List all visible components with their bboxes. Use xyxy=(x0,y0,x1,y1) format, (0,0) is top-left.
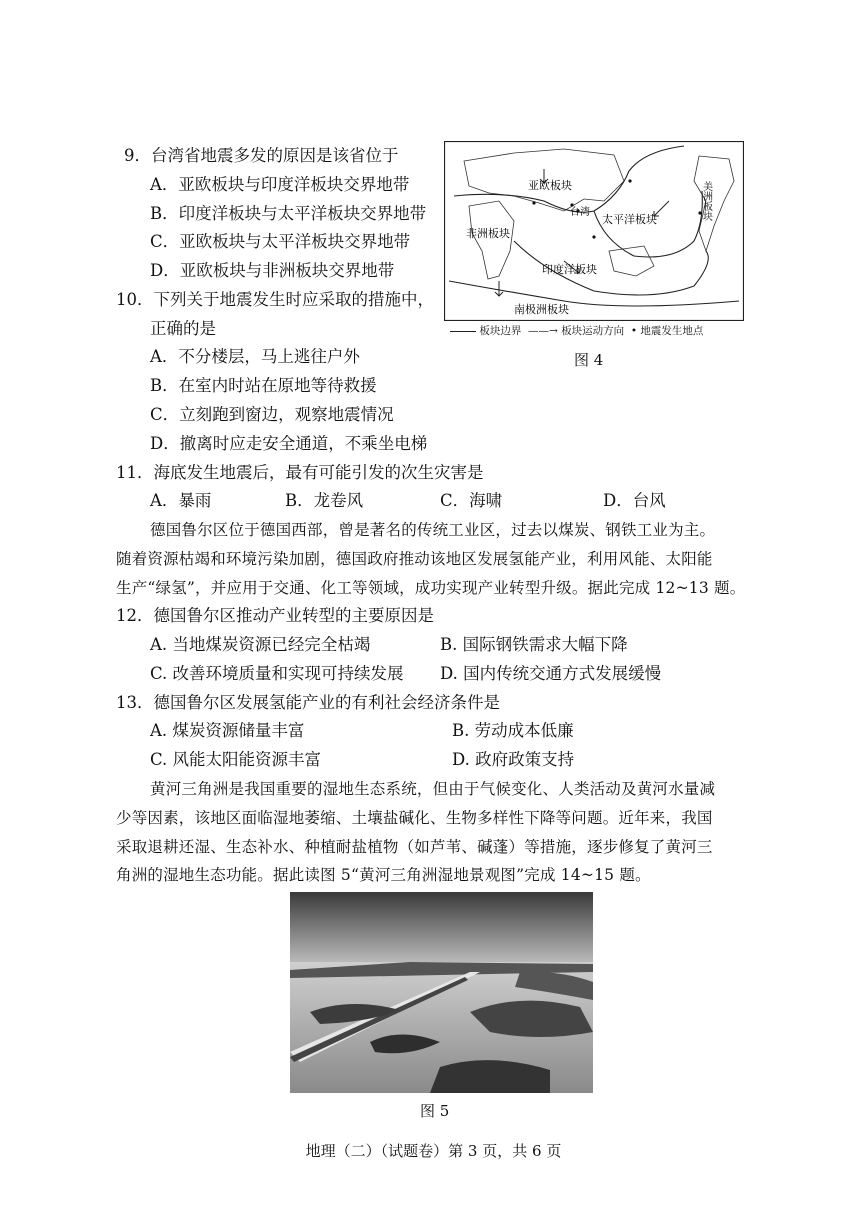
legend-motion: 板块运动方向 xyxy=(561,325,625,337)
legend-boundary: 板块边界 xyxy=(479,325,522,337)
q13-option-b: B. 劳动成本低廉 xyxy=(452,721,574,740)
page-footer: 地理（二）（试题卷）第 3 页，共 6 页 xyxy=(305,1142,562,1160)
passage1-line1: 德国鲁尔区位于德国西部，曾是著名的传统工业区，过去以煤炭、钢铁工业为主。 xyxy=(150,521,716,539)
q12-option-c: C. 改善环境质量和实现可持续发展 xyxy=(150,664,404,683)
plate-map-figure xyxy=(444,141,744,321)
q10-option-b: B．在室内时站在原地等待救援 xyxy=(150,376,377,395)
wetland-photo xyxy=(290,892,593,1093)
label-america: 美洲板块 xyxy=(700,181,712,221)
q12-option-d: D. 国内传统交通方式发展缓慢 xyxy=(440,664,662,683)
dot-icon: • xyxy=(630,325,638,337)
q13-option-c: C. 风能太阳能资源丰富 xyxy=(150,750,322,769)
boundary-line-icon xyxy=(450,331,476,332)
label-pacific: 太平洋板块 xyxy=(602,213,657,226)
passage2-line1: 黄河三角洲是我国重要的湿地生态系统，但由于气候变化、人类活动及黄河水量减 xyxy=(150,780,716,798)
q10-stem: 10．下列关于地震发生时应采取的措施中， xyxy=(116,290,434,309)
q10-option-d: D．撤离时应走安全通道，不乘坐电梯 xyxy=(150,434,428,453)
q11-stem: 11．海底发生地震后，最有可能引发的次生灾害是 xyxy=(116,463,484,482)
label-eurasia: 亚欧板块 xyxy=(528,179,572,192)
q13-stem: 13．德国鲁尔区发展氢能产业的有利社会经济条件是 xyxy=(116,693,500,712)
q13-option-a: A. 煤炭资源储量丰富 xyxy=(150,721,305,740)
fig5-caption: 图 5 xyxy=(420,1102,450,1120)
q12-option-a: A. 当地煤炭资源已经完全枯竭 xyxy=(150,635,371,654)
q9-option-d: D．亚欧板块与非洲板块交界地带 xyxy=(150,261,395,280)
map-legend xyxy=(450,323,703,338)
passage2-line4: 角洲的湿地生态功能。据此读图 5“黄河三角洲湿地景观图”完成 14~15 题。 xyxy=(116,866,651,884)
q11-option-a: A．暴雨 xyxy=(150,491,212,510)
q11-option-d: D．台风 xyxy=(603,491,666,510)
q9-option-b: B．印度洋板块与太平洋板块交界地带 xyxy=(150,204,427,223)
q11-option-c: C．海啸 xyxy=(440,491,503,510)
q12-option-b: B. 国际钢铁需求大幅下降 xyxy=(440,635,628,654)
passage2-line3: 采取退耕还湿、生态补水、种植耐盐植物（如芦苇、碱蓬）等措施，逐步修复了黄河三 xyxy=(116,838,713,856)
passage2-line2: 少等因素，该地区面临湿地萎缩、土壤盐碱化、生物多样性下降等问题。近年来，我国 xyxy=(116,809,713,827)
legend-quake: 地震发生地点 xyxy=(640,325,704,337)
q12-stem: 12．德国鲁尔区推动产业转型的主要原因是 xyxy=(116,606,434,625)
label-antarctic: 南极洲板块 xyxy=(514,303,569,316)
passage1-line3: 生产“绿氢”，并应用于交通、化工等领域，成功实现产业转型升级。据此完成 12~13 题。 xyxy=(116,579,746,597)
q13-option-d: D. 政府政策支持 xyxy=(452,750,575,769)
q9-option-a: A．亚欧板块与印度洋板块交界地带 xyxy=(150,175,410,194)
label-indian: 印度洋板块 xyxy=(542,263,597,276)
fig4-caption: 图 4 xyxy=(574,351,604,369)
q9-stem: 9．台湾省地震多发的原因是该省位于 xyxy=(124,146,399,165)
arrow-icon: ——→ xyxy=(528,325,558,337)
q11-option-b: B．龙卷风 xyxy=(285,491,364,510)
q9-option-c: C．亚欧板块与太平洋板块交界地带 xyxy=(150,232,411,251)
passage1-line2: 随着资源枯竭和环境污染加剧，德国政府推动该地区发展氢能产业，利用风能、太阳能 xyxy=(116,550,713,568)
label-taiwan: 台湾 xyxy=(570,207,590,218)
q10-option-c: C．立刻跑到窗边，观察地震情况 xyxy=(150,405,394,424)
q10-option-a: A．不分楼层，马上逃往户外 xyxy=(150,347,360,366)
q10-stem-cont: 正确的是 xyxy=(150,319,216,338)
label-africa: 非洲板块 xyxy=(466,227,510,240)
